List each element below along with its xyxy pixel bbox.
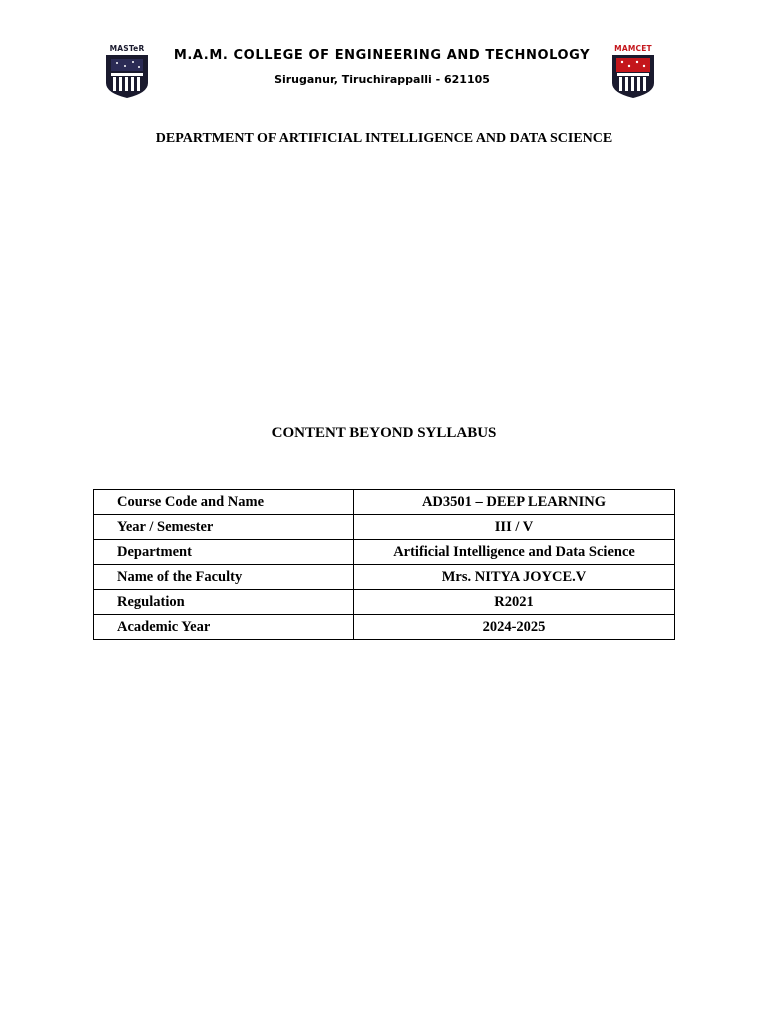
table-row [94,515,675,540]
mamcet-logo-text: MAMCET [614,44,652,53]
department-heading: DEPARTMENT OF ARTIFICIAL INTELLIGENCE AND DATA SCIENCE [155,131,613,146]
row-label: Department [94,540,354,565]
master-shield-icon [103,53,151,99]
row-value: Mrs. NITYA JOYCE.V [354,565,675,590]
table-row [94,540,675,565]
row-label: Course Code and Name [94,490,354,515]
row-label: Year / Semester [94,515,354,540]
course-info-table [93,489,675,640]
mamcet-shield-icon [609,53,657,99]
row-value: 2024-2025 [354,615,675,640]
row-value: III / V [354,515,675,540]
content-heading: CONTENT BEYOND SYLLABUS [271,425,497,441]
master-logo-text: MASTeR [109,44,145,53]
row-value: AD3501 – DEEP LEARNING [354,490,675,515]
row-label: Academic Year [94,615,354,640]
row-label: Regulation [94,590,354,615]
row-label: Name of the Faculty [94,565,354,590]
college-address: Siruganur, Tiruchirappalli - 621105 [274,73,490,86]
row-value: Artificial Intelligence and Data Science [354,540,675,565]
mamcet-logo [606,44,660,100]
table-row [94,615,675,640]
master-logo [100,44,154,100]
table-row [94,490,675,515]
table-row [94,590,675,615]
row-value: R2021 [354,590,675,615]
table-row [94,565,675,590]
college-name: M.A.M. COLLEGE OF ENGINEERING AND TECHNOLOGY [173,48,591,63]
